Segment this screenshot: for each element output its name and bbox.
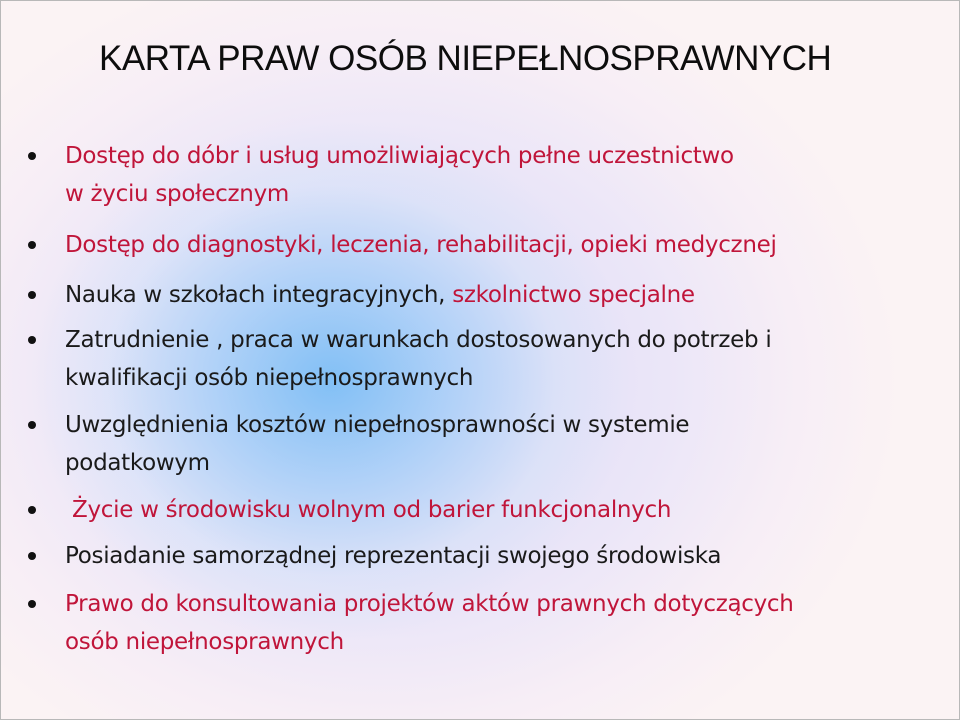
bullet-text-line: Życie w środowisku wolnym od barier funkcjonalnych: [65, 497, 672, 523]
bullet-text-line: kwalifikacji osób niepełnosprawnych: [65, 365, 474, 391]
bullet-dot-icon: [28, 291, 36, 299]
bullet-text-line: Dostęp do dóbr i usług umożliwiających pełne uczestnictwo: [65, 143, 734, 169]
bullet-dot-icon: [28, 336, 36, 344]
bullet-text-line: osób niepełnosprawnych: [65, 629, 344, 655]
bullet-text-line: Posiadanie samorządnej reprezentacji swojego środowiska: [65, 543, 722, 569]
bullet-dot-icon: [28, 152, 36, 160]
slide-title: KARTA PRAW OSÓB NIEPEŁNOSPRAWNYCH: [99, 39, 832, 78]
bullet-dot-icon: [28, 600, 36, 608]
bullet-dot-icon: [28, 421, 36, 429]
bullet-text-line: Prawo do konsultowania projektów aktów prawnych dotyczących: [65, 591, 794, 617]
bullet-dot-icon: [28, 506, 36, 514]
bullet-text-part: Nauka w szkołach integracyjnych,: [65, 282, 453, 308]
bullet-text-line: Dostęp do diagnostyki, leczenia, rehabilitacji, opieki medycznej: [65, 232, 777, 258]
bullet-text-line: Uwzględnienia kosztów niepełnosprawności w systemie: [65, 412, 690, 438]
bullet-dot-icon: [28, 241, 36, 249]
bullet-text-line: w życiu społecznym: [65, 181, 289, 207]
bullet-text-line: podatkowym: [65, 450, 210, 476]
bullet-text-part: szkolnictwo specjalne: [452, 282, 695, 308]
bullet-text-line: Zatrudnienie , praca w warunkach dostosowanych do potrzeb i: [65, 327, 772, 353]
bullet-dot-icon: [28, 552, 36, 560]
